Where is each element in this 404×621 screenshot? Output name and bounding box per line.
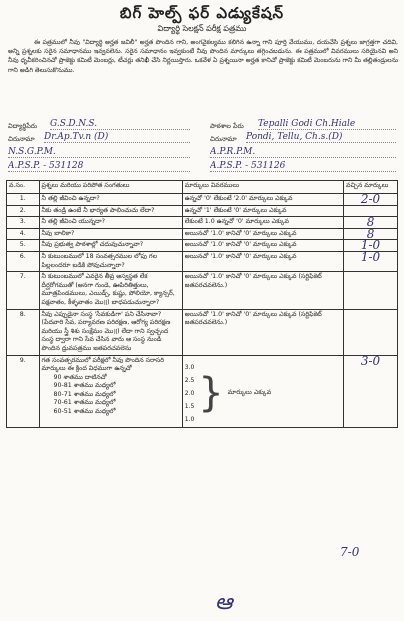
row-marks-rule: అయినచో '1.0' కానిచో '0' మార్కులు ఎక్కువ (సర్టిఫికెట్ జతపరచవలెను.)	[182, 272, 343, 309]
address-line3-right[interactable]: A.P.R.P.M.	[210, 147, 396, 158]
instructions	[8, 38, 398, 75]
table-row	[7, 240, 398, 252]
row-marks-rule	[182, 355, 343, 427]
form-title: బిగ్ హెల్ప్ ఫర్ ఎడ్యుకేషన్	[119, 4, 285, 22]
row-number: 1.	[7, 194, 40, 206]
total-marks[interactable]: 7-0	[340, 545, 360, 559]
row-marks-obtained[interactable]: 1-0	[344, 240, 398, 252]
student-name-label: విద్యార్థిపేరు	[8, 122, 37, 130]
school-name-label: పాఠశాల పేరు	[210, 122, 244, 130]
row-marks-rule: లేకుంటే 1.0 ఉన్నచో '0' మార్కులు ఎక్కువ	[182, 217, 343, 229]
grade-marks-rule: మార్కులు ఎక్కువ	[227, 388, 272, 396]
brace-glyph: }	[198, 370, 224, 416]
address2-value[interactable]: Pondi, Tellu, Ch.s.(D)	[246, 132, 396, 143]
table-row	[7, 355, 398, 427]
grade-score: 2.5	[184, 376, 195, 384]
address-line3-left[interactable]: N.S.G.P.M.	[8, 147, 190, 158]
row-marks-obtained[interactable]: 8	[344, 228, 398, 240]
row-question: నీకు తండ్రి ఉంటే నీ భార్యత పాలించుచు లేదా?	[39, 205, 182, 217]
row-number: 8.	[7, 309, 40, 355]
row-number: 2.	[7, 205, 40, 217]
row-marks-rule: అయినచో '1.0' కానిచో '0' మార్కులు ఎక్కువ (సర్టిఫికెట్ జతపరచవలెను.)	[182, 309, 343, 355]
row-number: 9.	[7, 355, 40, 427]
header-serial: వ.సం.	[7, 181, 40, 194]
address-line4-right[interactable]: A.P.S.P. - 531126	[210, 161, 396, 172]
table-row	[7, 309, 398, 355]
header-marks-obtained: వచ్చిన మార్కులు	[344, 181, 398, 194]
grade-item: 80-71 శాతము మధ్యలో	[53, 390, 116, 398]
table-row	[7, 228, 398, 240]
row-marks-rule: అయినచో '1.0' కానిచో '0' మార్కులు ఎక్కువ	[182, 251, 343, 271]
table-row	[7, 251, 398, 271]
row-number: 3.	[7, 217, 40, 229]
row-marks-obtained[interactable]	[344, 309, 398, 355]
row-marks-obtained[interactable]: 8	[344, 217, 398, 229]
address-label: చిరునామా	[8, 135, 35, 143]
grade-item: 70-61 శాతము మధ్యలో	[53, 399, 116, 407]
table-row	[7, 194, 398, 206]
row-question	[39, 355, 182, 427]
grade-score: 2.0	[184, 389, 195, 397]
marks-table	[6, 180, 398, 428]
row-number: 7.	[7, 272, 40, 309]
grade-scale	[185, 361, 341, 426]
row-marks-rule: ఉన్నచో '0' లేకుంటే '2.0' మార్కులు ఎక్కువ	[182, 194, 343, 206]
row-question: నీవు ఎప్పుడైనా సంస్థ 'సేవకుడిగా' పని చేసినావా? (పేదవారి సేవ, పర్యావరణ పరిరక్షణ, ఆరోగ్య పరిరక్షణ మరియు స్త్రీ శిశు సంక్షేమం మొ॥) లేదా గాని స్వచ్ఛంద సంస్థ ద్వారా గాని సేవ చేసిన వారు ఆ సంస్థ నుండి పొందిన ధ్రువపత్రము జతపరచవలెను	[39, 309, 182, 355]
grade-item: 90-81 శాతము మధ్యలో	[53, 382, 116, 390]
row-question: నీవు ప్రభుత్వ పాఠశాల్లో చదువుచున్నావా?	[39, 240, 182, 252]
grade-score: 1.0	[184, 415, 195, 423]
grade-item: 60-51 శాతము మధ్యలో	[53, 408, 116, 416]
row-number: 4.	[7, 228, 40, 240]
table-header-row	[7, 181, 398, 194]
table-row	[7, 272, 398, 309]
school-name-value[interactable]: Tepalli Godi Ch.Hiale	[258, 119, 396, 130]
row-question: నీ తల్లి జీవించి యున్నదా?	[39, 217, 182, 229]
student-details	[8, 120, 398, 176]
grade-scores	[185, 361, 195, 426]
row-marks-rule: ఉన్నచో '1' లేకుంటే '0' మార్కులు ఎక్కువ	[182, 205, 343, 217]
address2-label: చిరునామా	[210, 135, 237, 143]
row-question: నీ తల్లి జీవించి ఉన్నదా?	[39, 194, 182, 206]
row-question: నీ కుటుంబములో ఎవరైన తీవ్ర అస్వస్థత లేక దీర్ఘరోగముతో (అనగా గుండె, ఊపిరితిత్తులు, మూత్రపిండములు, ఎయిడ్స్, కుష్టు, పోలియో, క్యాన్సర్, పక్షవాతం, కీళ్ళవాతం మొ॥) బాధపడుచున్నారా?	[39, 272, 182, 309]
table-row	[7, 217, 398, 229]
table-row	[7, 205, 398, 217]
row-question: నీ కుటుంబములో 18 సంవత్సరముల లోపు గల పిల్లలందరూ బడికి పోవుచున్నారా?	[39, 251, 182, 271]
header-question: ప్రశ్నలు మరియు పరిపోత సంగతులు	[39, 181, 182, 194]
address-value[interactable]: Dr.Ap.Tv.n (D)	[44, 132, 190, 143]
grade-score: 1.5	[184, 402, 195, 410]
row-marks-obtained[interactable]: 2-0	[344, 194, 398, 206]
row-marks-rule: అయినచో '1.0' కానిచో '0' మార్కులు ఎక్కువ	[182, 228, 343, 240]
form-subtitle: విద్యార్థి సెలక్షన్ పరీక్ష పత్రము	[157, 24, 247, 33]
row-marks-obtained[interactable]	[344, 272, 398, 309]
grade-score: 3.0	[184, 363, 195, 371]
student-name-value[interactable]: G.S.D.N.S.	[50, 119, 190, 130]
grade-item: 90 శాతము దాటినచో	[53, 373, 107, 381]
row-marks-obtained[interactable]: 1-0	[344, 251, 398, 271]
header-marks-details: మార్కులు వివరములు	[182, 181, 343, 194]
row-marks-rule: అయినచో '1.0' కానిచో '0' మార్కులు ఎక్కువ	[182, 240, 343, 252]
row-question-text: గత సంవత్సరములో పరీక్షలో నీవు పొందిన సరాసరి మార్కులు ఈ క్రింద విధముగా ఉన్నచో	[41, 356, 164, 373]
row-number: 5.	[7, 240, 40, 252]
signature: ఆ	[215, 590, 233, 615]
address-line4-left[interactable]: A.P.S.P. - 531128	[8, 161, 190, 172]
row-marks-obtained[interactable]: 3-0	[344, 355, 398, 427]
row-question: నీవు బాలికా?	[39, 228, 182, 240]
instructions-text: ఈ పత్రములో నీవు "విద్యార్థి అర్హత జవిలీ" అర్హత పొందిన గాని, అంగవైకల్యము కలిగిన ఉన్నా గాని పూర్తి వేయుము, దయచేసి ప్రశ్నలు జాగ్రత్తగా చదివి, అన్ని ప్రశ్నలకు సరైన సమాధానము ఇవ్వవలెను. సరైన సమాధానం ఇవ్వకుంటే నీవు పొందిన మార్కులు తగ్గించబడును. ఈ పత్రములో వివరములు సరియైనవి అని నీవు ధృవీకరించినచో ప్రాజెక్టు కమిటీ మెంబర్లు, టీచర్లు తనిఖీ చేసి నిర్ణయిస్తారు. ఒకవేళ ఏ ప్రశ్నయినా అర్హత కానిచో ప్రాజెక్టు కమిటీ మెంబరును గాని మీ తల్లితండ్రులను గాని అడిగి తెలుసుకొనుము.	[8, 39, 398, 74]
row-number: 6.	[7, 251, 40, 271]
